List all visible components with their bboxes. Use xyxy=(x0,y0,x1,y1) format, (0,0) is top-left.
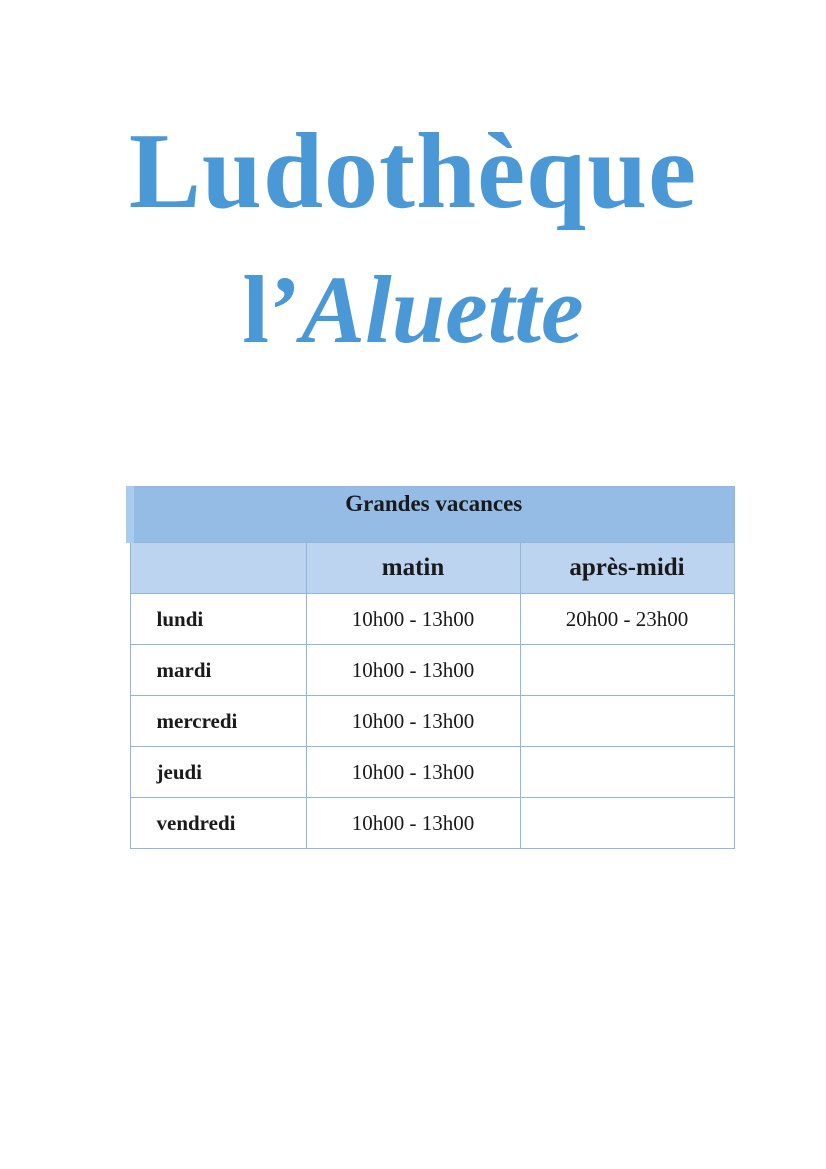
day-cell: mardi xyxy=(130,645,306,696)
afternoon-cell: 20h00 - 23h00 xyxy=(520,594,734,645)
morning-cell: 10h00 - 13h00 xyxy=(306,645,520,696)
title-word: Ludothèque xyxy=(128,112,698,231)
header-morning: matin xyxy=(306,543,520,594)
day-cell: jeudi xyxy=(130,747,306,798)
title-name: Aluette xyxy=(300,256,584,363)
table-caption: Grandes vacances xyxy=(130,487,734,543)
day-cell: vendredi xyxy=(130,798,306,849)
afternoon-cell xyxy=(520,645,734,696)
morning-cell: 10h00 - 13h00 xyxy=(306,747,520,798)
table-row xyxy=(130,747,734,798)
morning-cell: 10h00 - 13h00 xyxy=(306,798,520,849)
schedule-table xyxy=(126,486,735,849)
table-caption-row xyxy=(130,487,734,543)
header-afternoon: après-midi xyxy=(520,543,734,594)
table-row xyxy=(130,696,734,747)
table-row xyxy=(130,798,734,849)
table-row xyxy=(130,594,734,645)
afternoon-cell xyxy=(520,696,734,747)
title-prefix: l’ xyxy=(242,256,301,363)
page-title xyxy=(0,112,826,231)
day-cell: mercredi xyxy=(130,696,306,747)
afternoon-cell xyxy=(520,747,734,798)
morning-cell: 10h00 - 13h00 xyxy=(306,696,520,747)
table-row xyxy=(130,645,734,696)
header-day xyxy=(130,543,306,594)
day-cell: lundi xyxy=(130,594,306,645)
afternoon-cell xyxy=(520,798,734,849)
table-header-row xyxy=(130,543,734,594)
morning-cell: 10h00 - 13h00 xyxy=(306,594,520,645)
page-subtitle xyxy=(0,256,826,363)
